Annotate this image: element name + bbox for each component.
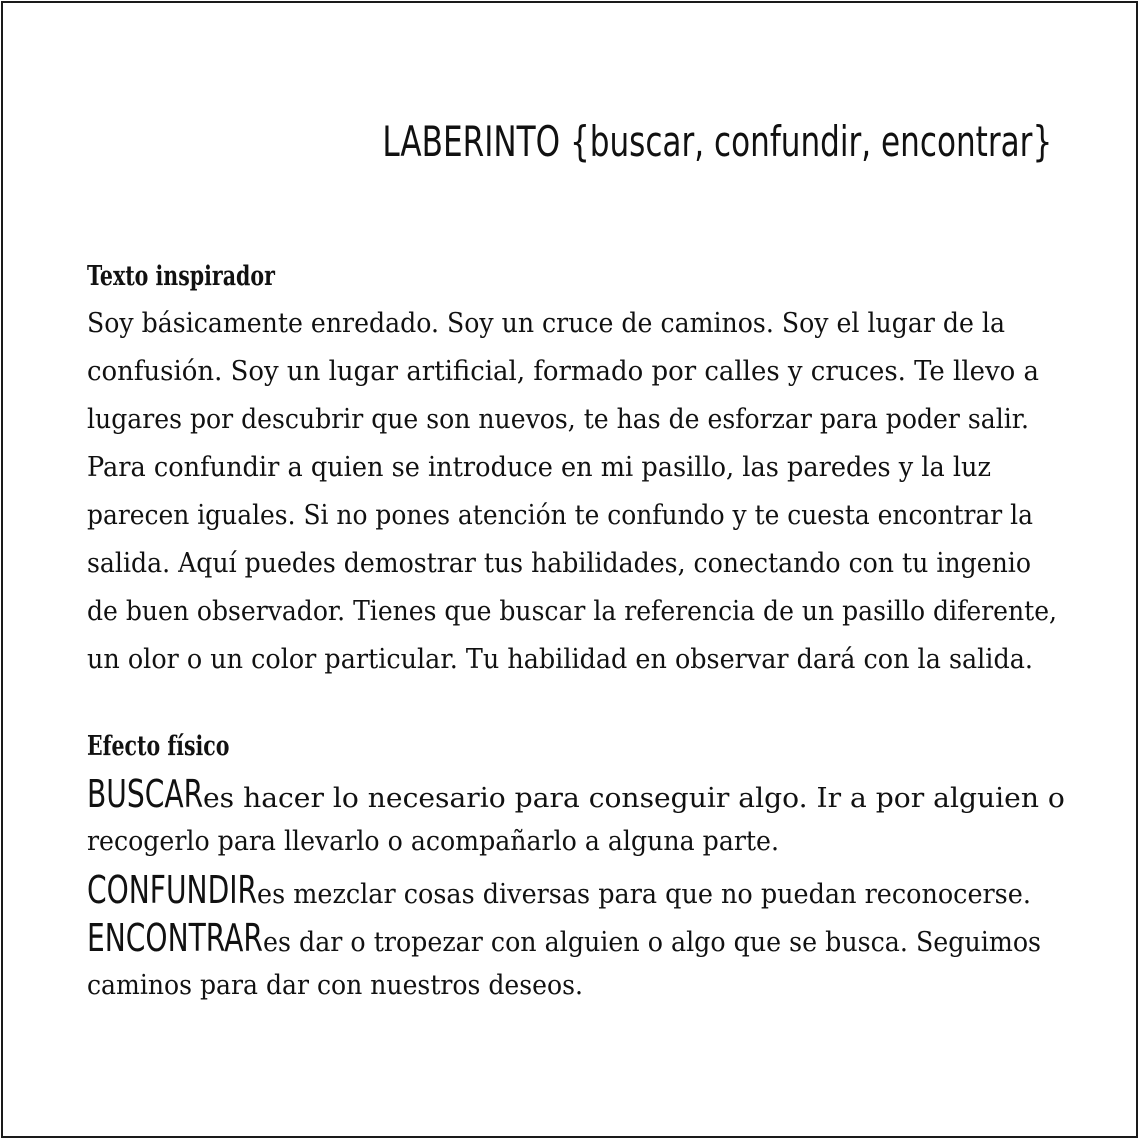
paragraph-line: Para confundir a quien se introduce en mi pasillo, las paredes y la luz bbox=[87, 452, 991, 483]
page-title: LABERINTO {buscar, confundir, encontrar} bbox=[382, 117, 1052, 166]
definition-text: es dar o tropezar con alguien o algo que se busca. Seguimos bbox=[262, 927, 1041, 958]
definition-buscar bbox=[87, 770, 1072, 818]
paragraph-line: confusión. Soy un lugar artificial, formado por calles y cruces. Te llevo a bbox=[87, 356, 1039, 387]
paragraph-line: salida. Aquí puedes demostrar tus habilidades, conectando con tu ingenio bbox=[87, 548, 1031, 579]
paragraph-line: lugares por descubrir que son nuevos, te has de esforzar para poder salir. bbox=[87, 404, 1029, 435]
definition-text: es hacer lo necesario para conseguir algo. Ir a por alguien o bbox=[203, 783, 1065, 814]
page-frame bbox=[1, 1, 1138, 1138]
paragraph-line: un olor o un color particular. Tu habilidad en observar dará con la salida. bbox=[87, 644, 1033, 675]
definition-confundir bbox=[87, 866, 1072, 914]
term-buscar: BUSCAR bbox=[87, 772, 204, 816]
definition-continuation: recogerlo para llevarlo o acompañarlo a alguna parte. bbox=[87, 826, 779, 857]
term-encontrar: ENCONTRAR bbox=[87, 916, 263, 960]
definition-continuation: caminos para dar con nuestros deseos. bbox=[87, 970, 583, 1001]
term-wrap bbox=[87, 770, 203, 823]
section-heading-efecto-fisico: Efecto físico bbox=[87, 731, 230, 762]
paragraph-line: Soy básicamente enredado. Soy un cruce de caminos. Soy el lugar de la bbox=[87, 308, 1005, 339]
definition-encontrar bbox=[87, 914, 1072, 962]
term-confundir: CONFUNDIR bbox=[87, 868, 258, 912]
document-body bbox=[87, 254, 1072, 1010]
definition-text: es mezclar cosas diversas para que no puedan reconocerse. bbox=[257, 879, 1031, 910]
term-wrap bbox=[87, 914, 263, 967]
section-heading-texto-inspirador: Texto inspirador bbox=[87, 261, 275, 292]
paragraph-line: parecen iguales. Si no pones atención te confundo y te cuesta encontrar la bbox=[87, 500, 1033, 531]
paragraph-line: de buen observador. Tienes que buscar la referencia de un pasillo diferente, bbox=[87, 596, 1057, 627]
term-wrap bbox=[87, 866, 257, 919]
section-spacer bbox=[87, 684, 1072, 724]
